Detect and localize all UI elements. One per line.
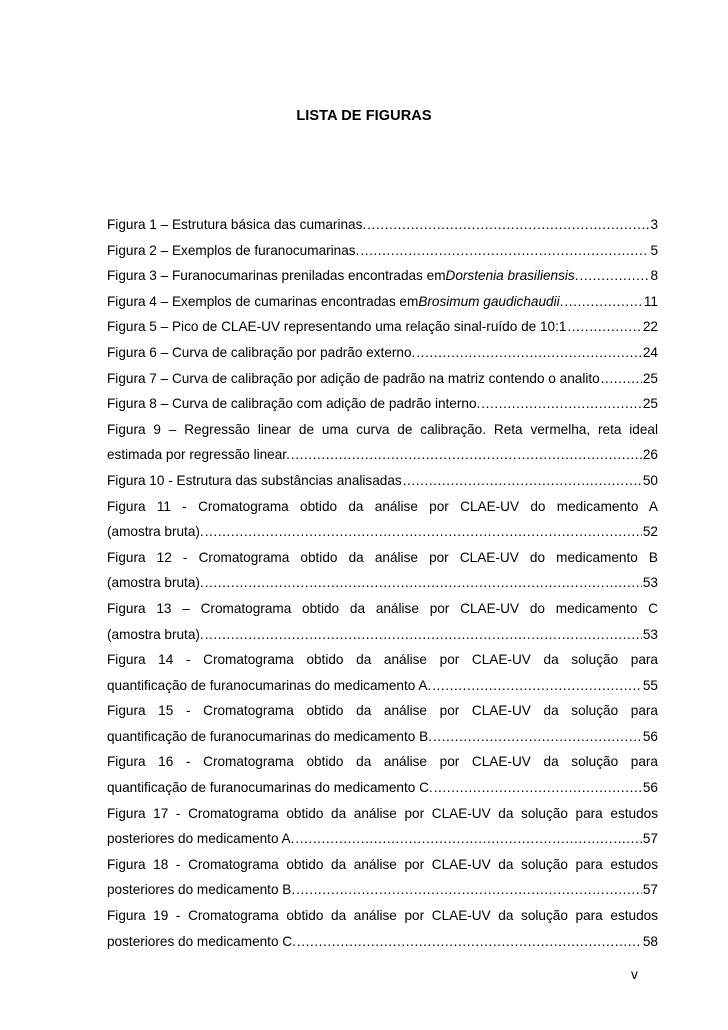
figure-entry [107, 698, 658, 749]
figure-caption-text: Figura 15 - Cromatograma obtido da análise por CLAE-UV da solução para [107, 703, 658, 719]
figure-entry-line [107, 238, 658, 264]
figure-entry-line [107, 366, 658, 392]
figure-entry-line [107, 263, 658, 289]
figure-page-number: 25 [642, 396, 658, 412]
dot-leader [296, 877, 642, 903]
figure-entry [107, 212, 658, 238]
figure-entry-line [107, 340, 658, 366]
figure-caption-text: (amostra bruta). [107, 575, 204, 591]
figure-caption-text: Figura 5 – Pico de CLAE-UV representando uma relação sinal-ruído de 10:1 [107, 319, 567, 335]
figure-entry-line [107, 494, 658, 520]
figure-caption-text: Figura 7 – Curva de calibração por adição de padrão na matriz contendo o analito [107, 370, 600, 386]
figure-page-number: 56 [642, 780, 658, 796]
dot-leader [297, 929, 642, 955]
figure-entry [107, 263, 658, 289]
figure-entry-line [107, 698, 658, 724]
figure-caption-text: posteriores do medicamento C. [107, 933, 296, 949]
figure-page-number: 26 [642, 447, 658, 463]
figure-page-number: 3 [650, 217, 658, 232]
figure-entry [107, 417, 658, 468]
figure-entry-line [107, 647, 658, 673]
figure-entry-line [107, 673, 658, 699]
figure-page-number: 55 [642, 677, 658, 693]
figure-caption-text: quantificação de furanocumarinas do medicamento B. [107, 728, 432, 744]
dot-leader [567, 314, 641, 340]
figure-page-number: 57 [642, 882, 658, 898]
figure-entry-line [107, 212, 658, 238]
figure-entry-line [107, 545, 658, 571]
figure-caption-text: (amostra bruta). [107, 524, 204, 540]
figure-caption-species: Dorstenia brasiliensis [445, 268, 575, 284]
dot-leader [416, 340, 642, 366]
figure-caption-text: Figura 4 – Exemplos de cumarinas encontradas em [107, 293, 419, 309]
figure-entry-line [107, 852, 658, 878]
page-number: v [631, 967, 638, 982]
figure-page-number: 53 [642, 575, 658, 591]
figure-page-number: 24 [642, 344, 658, 360]
figure-entry [107, 494, 658, 545]
dot-leader [580, 263, 650, 289]
dot-leader [434, 775, 642, 801]
figure-entry [107, 238, 658, 264]
figure-entry-line [107, 826, 658, 852]
figure-caption-text: (amostra bruta). [107, 626, 204, 642]
figure-page-number: 52 [642, 524, 658, 540]
figure-caption-suffix: . [559, 293, 564, 309]
figure-entry-line [107, 877, 658, 903]
figure-entry-line [107, 801, 658, 827]
dot-leader [481, 391, 642, 417]
dot-leader [360, 238, 649, 264]
figure-caption-text: quantificação de furanocumarinas do medicamento A. [107, 677, 432, 693]
figure-entry [107, 749, 658, 800]
figure-entry [107, 391, 658, 417]
figure-caption-text: Figura 3 – Furanocumarinas preniladas encontradas em [107, 268, 446, 284]
figure-entry-line [107, 596, 658, 622]
dot-leader [205, 519, 642, 545]
figure-caption-text: posteriores do medicamento A. [107, 831, 295, 847]
figure-entry [107, 545, 658, 596]
figure-caption-text: Figura 13 – Cromatograma obtido da análise por CLAE-UV do medicamento C [107, 600, 658, 616]
dot-leader [205, 622, 642, 648]
figure-page-number: 22 [642, 319, 658, 335]
figure-entry [107, 647, 658, 698]
figure-entry-line [107, 314, 658, 340]
figure-entry [107, 468, 658, 494]
figure-caption-text: Figura 2 – Exemplos de furanocumarinas. [107, 242, 360, 258]
dot-leader [433, 724, 642, 750]
figure-caption-text: estimada por regressão linear. [107, 447, 290, 463]
figure-caption-text: Figura 1 – Estrutura básica das cumarinas. [107, 217, 367, 232]
figure-caption-text: Figura 12 - Cromatograma obtido da análise por CLAE-UV do medicamento B [107, 549, 658, 565]
figure-page-number: 56 [642, 728, 658, 744]
figure-entry [107, 801, 658, 852]
figure-caption-text: Figura 11 - Cromatograma obtido da análise por CLAE-UV do medicamento A [107, 498, 658, 514]
figure-entry-line [107, 903, 658, 929]
figure-entry [107, 903, 658, 954]
dot-leader [367, 212, 649, 238]
figure-page-number: 8 [650, 268, 658, 284]
figure-page-number: 50 [642, 472, 658, 488]
figure-caption-text: Figura 9 – Regressão linear de uma curva de calibração. Reta vermelha, reta ideal [107, 421, 658, 437]
figure-page-number: 53 [642, 626, 658, 642]
figure-entry-line [107, 442, 658, 468]
dot-leader [601, 366, 642, 392]
figure-entry-line [107, 468, 658, 494]
figure-caption-species: Brosimum gaudichaudii [418, 293, 560, 309]
figure-page-number: 5 [650, 242, 658, 258]
dot-leader [403, 468, 642, 494]
figure-entry-line [107, 289, 658, 315]
figure-entry-line [107, 775, 658, 801]
figure-entry [107, 289, 658, 315]
figure-entry-line [107, 391, 658, 417]
figure-entry [107, 366, 658, 392]
figure-page-number: 58 [642, 933, 658, 949]
figure-caption-text: Figura 6 – Curva de calibração por padrão externo. [107, 344, 416, 360]
figure-entry-line [107, 724, 658, 750]
figure-entry-line [107, 570, 658, 596]
dot-leader [205, 570, 642, 596]
figure-entry-line [107, 417, 658, 443]
figure-entry-line [107, 519, 658, 545]
figure-page-number: 11 [643, 293, 658, 309]
figure-page-number: 57 [642, 831, 658, 847]
figure-entry [107, 596, 658, 647]
figure-entry-line [107, 749, 658, 775]
figure-entry [107, 340, 658, 366]
dot-leader [432, 673, 642, 699]
dot-leader [564, 289, 642, 315]
figure-caption-text: Figura 18 - Cromatograma obtido da análise por CLAE-UV da solução para estudos [107, 856, 658, 872]
figure-caption-text: Figura 10 - Estrutura das substâncias analisadas [107, 472, 402, 488]
figure-entry-line [107, 622, 658, 648]
dot-leader [295, 826, 641, 852]
figure-page-number: 25 [642, 370, 658, 386]
figure-list [107, 212, 658, 954]
figure-caption-text: Figura 19 - Cromatograma obtido da análise por CLAE-UV da solução para estudos [107, 908, 658, 924]
figure-caption-suffix: . [574, 268, 579, 284]
figure-caption-text: Figura 14 - Cromatograma obtido da análise por CLAE-UV da solução para [107, 652, 658, 668]
dot-leader [291, 442, 642, 468]
figure-caption-text: quantificação de furanocumarinas do medicamento C. [107, 780, 433, 796]
figure-entry [107, 852, 658, 903]
figure-caption-text: Figura 8 – Curva de calibração com adição de padrão interno. [107, 396, 481, 412]
page-title: LISTA DE FIGURAS [296, 108, 432, 124]
figure-caption-text: Figura 16 - Cromatograma obtido da análise por CLAE-UV da solução para [107, 754, 658, 770]
figure-entry-line [107, 929, 658, 955]
figure-caption-text: posteriores do medicamento B. [107, 882, 296, 898]
figure-entry [107, 314, 658, 340]
figure-caption-text: Figura 17 - Cromatograma obtido da análise por CLAE-UV da solução para estudos [107, 805, 658, 821]
